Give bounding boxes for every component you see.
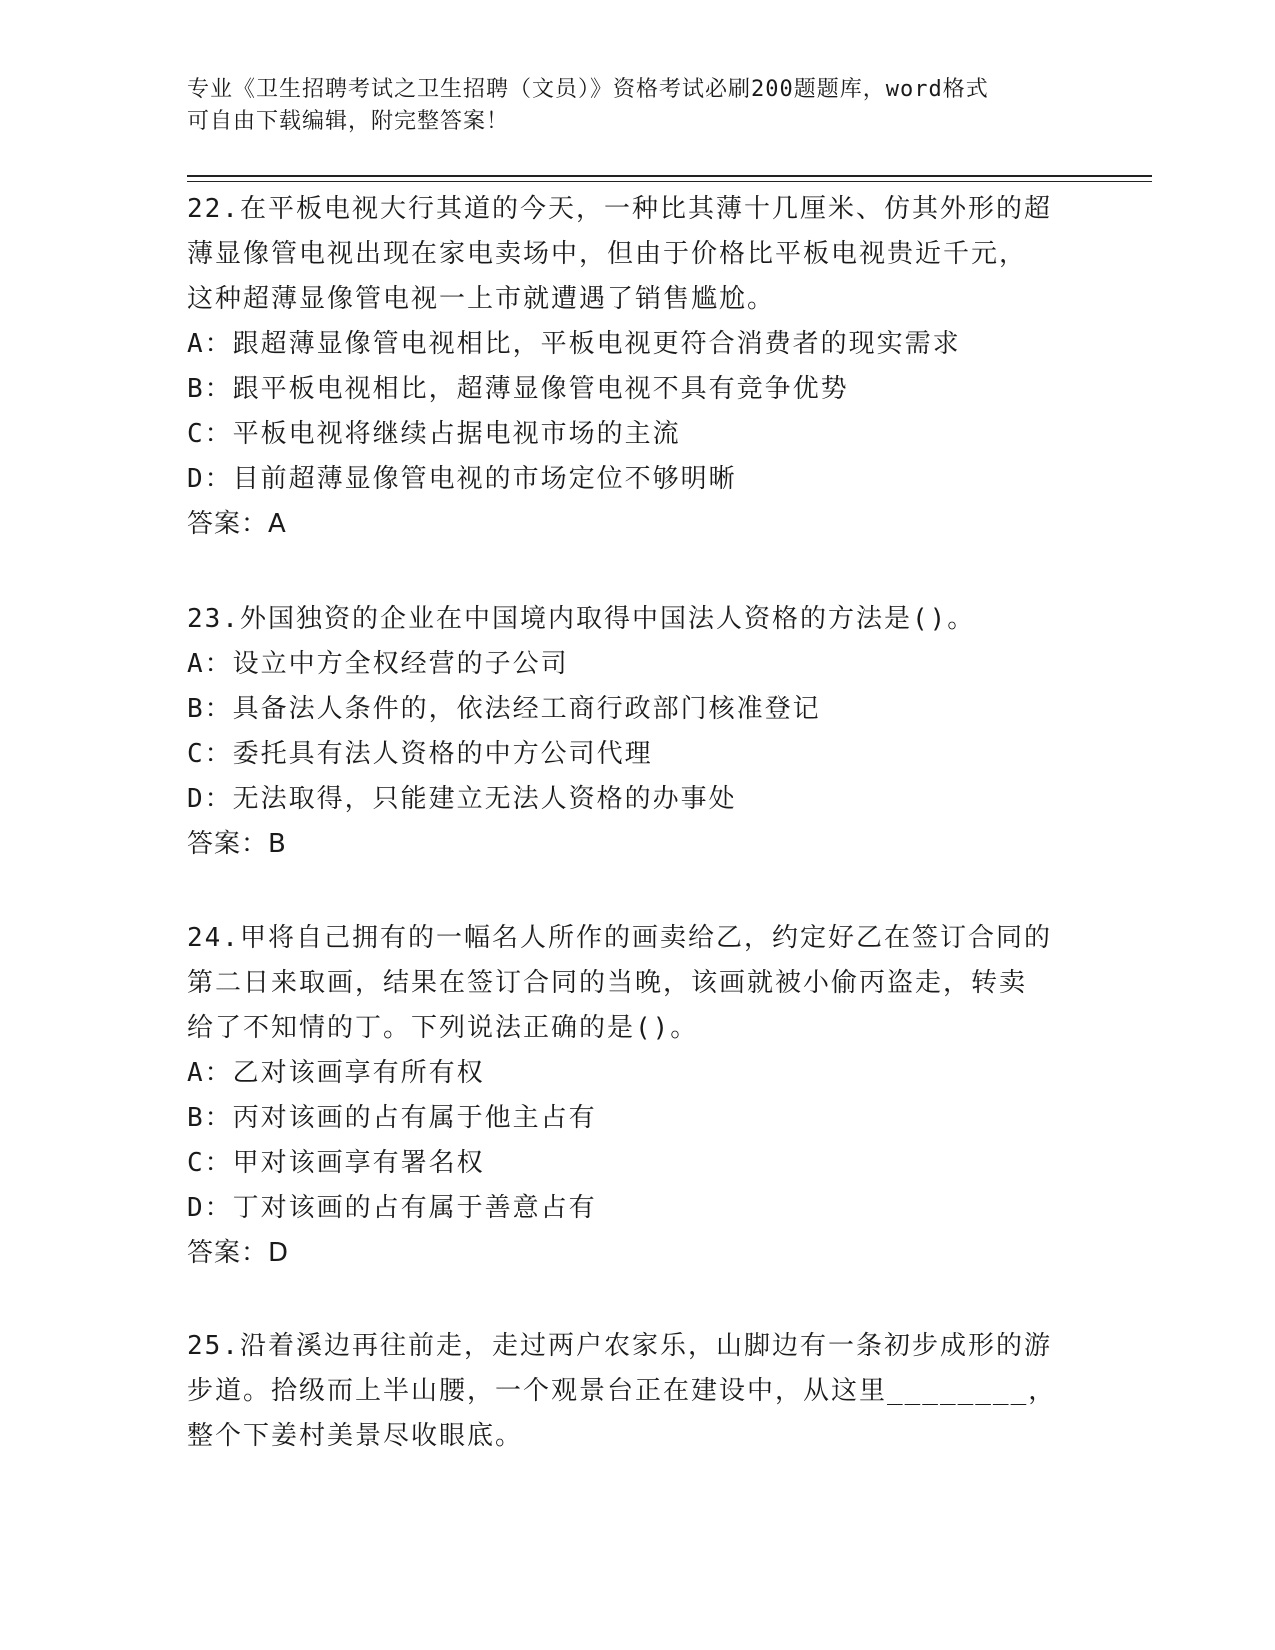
option-c: C：委托具有法人资格的中方公司代理 xyxy=(187,739,653,769)
question-stem-line: 24.甲将自己拥有的一幅名人所作的画卖给乙，约定好乙在签订合同的 xyxy=(187,923,1052,953)
question-stem-line: 23.外国独资的企业在中国境内取得中国法人资格的方法是()。 xyxy=(187,604,976,634)
option-b: B：具备法人条件的，依法经工商行政部门核准登记 xyxy=(187,694,821,724)
header-line-2: 可自由下载编辑，附完整答案！ xyxy=(187,109,510,134)
document-header xyxy=(187,74,1087,138)
answer-line: 答案：B xyxy=(187,829,287,859)
question-stem-line: 步道。拾级而上半山腰，一个观景台正在建设中，从这里________， xyxy=(187,1376,1057,1406)
answer-line: 答案：D xyxy=(187,1238,290,1268)
question-stem-line: 这种超薄显像管电视一上市就遭遇了销售尴尬。 xyxy=(187,284,776,314)
question-stem-line: 整个下姜村美景尽收眼底。 xyxy=(187,1421,524,1451)
question-stem-line: 薄显像管电视出现在家电卖场中，但由于价格比平板电视贵近千元， xyxy=(187,239,1028,269)
option-c: C：甲对该画享有署名权 xyxy=(187,1148,485,1178)
question-stem-line: 第二日来取画，结果在签订合同的当晚，该画就被小偷丙盗走，转卖 xyxy=(187,968,1028,998)
option-c: C：平板电视将继续占据电视市场的主流 xyxy=(187,419,681,449)
question-25 xyxy=(187,1324,1087,1459)
option-a: A：跟超薄显像管电视相比，平板电视更符合消费者的现实需求 xyxy=(187,329,961,359)
option-d: D：目前超薄显像管电视的市场定位不够明晰 xyxy=(187,464,737,494)
question-23 xyxy=(187,597,1087,867)
option-b: B：跟平板电视相比，超薄显像管电视不具有竞争优势 xyxy=(187,374,849,404)
option-b: B：丙对该画的占有属于他主占有 xyxy=(187,1103,597,1133)
answer-line: 答案：A xyxy=(187,509,287,539)
option-a: A：设立中方全权经营的子公司 xyxy=(187,649,569,679)
question-stem-line: 给了不知情的丁。下列说法正确的是()。 xyxy=(187,1013,699,1043)
question-22 xyxy=(187,187,1087,547)
question-stem-line: 22.在平板电视大行其道的今天，一种比其薄十几厘米、仿其外形的超 xyxy=(187,194,1052,224)
question-stem-line: 25.沿着溪边再往前走，走过两户农家乐，山脚边有一条初步成形的游 xyxy=(187,1331,1052,1361)
header-divider-thick xyxy=(187,175,1152,177)
option-a: A：乙对该画享有所有权 xyxy=(187,1058,485,1088)
option-d: D：丁对该画的占有属于善意占有 xyxy=(187,1193,597,1223)
header-divider-thin xyxy=(187,181,1152,182)
option-d: D：无法取得，只能建立无法人资格的办事处 xyxy=(187,784,737,814)
question-24 xyxy=(187,916,1087,1276)
header-line-1: 专业《卫生招聘考试之卫生招聘（文员）》资格考试必刷200题题库，word格式 xyxy=(187,77,989,102)
